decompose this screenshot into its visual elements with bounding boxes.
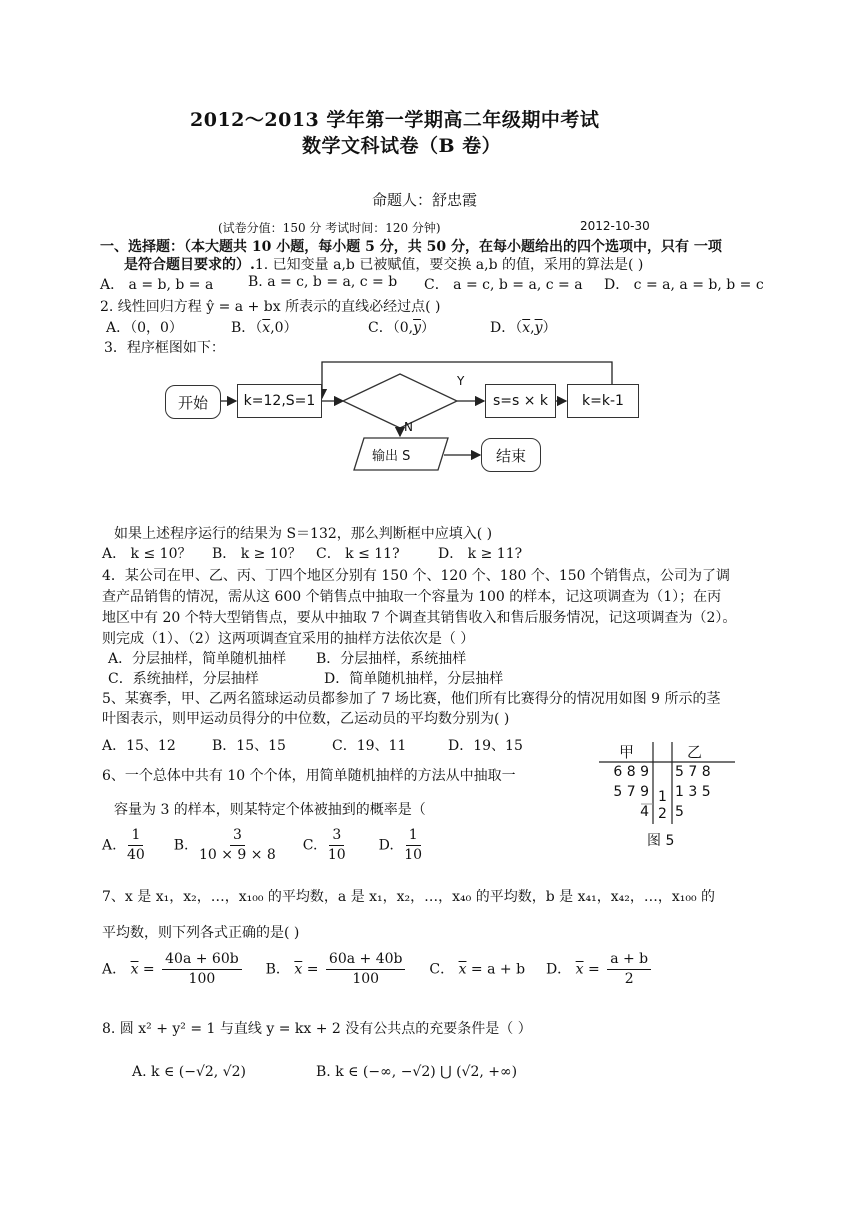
q3-option-d: D． k ≥ 11? xyxy=(438,546,523,562)
q6-options xyxy=(102,826,428,865)
q6-a-num: 1 xyxy=(128,826,143,846)
q2-stem: 2. 线性回归方程 ŷ = a + bx 所表示的直线必经过点( ) xyxy=(100,299,441,315)
exam-info: (试卷分值：150 分 考试时间：120 分钟) xyxy=(218,221,441,235)
q7-a-xbar: $\overline{x}$ xyxy=(130,961,139,978)
q7-d-fraction xyxy=(607,950,651,989)
q7-a-fraction xyxy=(162,950,242,989)
stem-leaf-row-right: 5 xyxy=(675,804,684,820)
q3-stem: 3．程序框图如下： xyxy=(104,340,225,356)
q4-line3: 地区中有 20 个特大型销售点，要从中抽取 7 个调查其销售收入和售后服务情况，记这项调查为（2）。 xyxy=(102,610,737,626)
stem-leaf-row-left: 6 8 9 xyxy=(613,764,649,780)
stem-leaf-row-left: 5 7 9 xyxy=(613,784,649,800)
q6-b-den: 10 × 9 × 8 xyxy=(198,847,276,863)
q1-option-b: B. a = c, b = a, c = b xyxy=(248,274,398,290)
q4-line4: 则完成（1）、（2）这两项调查宜采用的抽样方法依次是（ ） xyxy=(102,631,475,647)
q2-d-mid: , xyxy=(530,320,535,336)
stem-leaf-figure xyxy=(595,738,745,850)
q7-b-xbar: $\overline{x}$ xyxy=(294,961,303,978)
q7-d-label: D． xyxy=(545,961,572,978)
q7-c-xbar: $\overline{x}$ xyxy=(458,961,467,978)
q4-option-a: A．分层抽样，简单随机抽样 xyxy=(108,651,287,667)
q6-d-fraction xyxy=(401,826,425,865)
q8-option-a: A. k ∈ (−√2, √2) xyxy=(132,1064,246,1080)
q7-options: A． $\overline{x}$ = $\frac{40a + 60b}{100}$ B． $\overline{x}$ = $\frac{60a + 40b}{100}$ C． $\overline{x} = a + b$ D． $\overline{x}$ = $\frac{a + b}{2}$ xyxy=(102,950,654,989)
q2-c-var: $\overline{y}$ xyxy=(413,320,421,336)
q6-c-fraction xyxy=(325,826,349,865)
flow-init: k=12,S=1 xyxy=(237,384,322,418)
flow-mult: s=s × k xyxy=(485,384,556,418)
q2-d-var2: $\overline{y}$ xyxy=(534,320,543,336)
q3-option-b: B． k ≥ 10？ xyxy=(212,546,302,562)
q2-b-pre: B．（ xyxy=(231,320,263,336)
q7-b-den: 100 xyxy=(352,971,380,987)
q6-line2: 容量为 3 的样本，则某特定个体被抽到的概率是（ xyxy=(114,802,426,818)
q5-line1: 5、某赛季，甲、乙两名篮球运动员都参加了 7 场比赛，他们所有比赛得分的情况用如图 9 所示的茎 xyxy=(102,691,721,707)
q4-line2: 查产品销售的情况，需从这 600 个销售点中抽取一个容量为 100 的样本，记这项调查为（1）；在丙 xyxy=(102,589,722,605)
flow-output: 输出 S xyxy=(372,449,411,464)
q1-option-c: C． a = c, b = a, c = a xyxy=(424,277,583,293)
q6-c-num: 3 xyxy=(329,826,344,846)
flowchart-connectors xyxy=(0,0,860,520)
stem-leaf-right-head: 乙 xyxy=(687,743,703,761)
decision-diamond xyxy=(343,374,457,428)
stem-leaf-left-head: 甲 xyxy=(619,743,635,761)
q2-b-var: $\overline{x}$ xyxy=(262,320,271,336)
flow-end: 结束 xyxy=(481,438,541,472)
q2-d-var1: $\overline{x}$ xyxy=(522,320,531,336)
section-heading-line2: 是符合题目要求的）. xyxy=(124,257,255,273)
q4-option-b: B．分层抽样，系统抽样 xyxy=(316,651,467,667)
q4-option-c: C．系统抽样，分层抽样 xyxy=(108,671,259,687)
q6-a-label: A. xyxy=(102,837,117,854)
q8-stem: 8. 圆 x² + y² = 1 与直线 y = kx + 2 没有公共点的充要条件是（ ） xyxy=(102,1021,532,1037)
stem-leaf-row-stem: 1 xyxy=(658,789,667,805)
stem-leaf-row-right: 5 7 8 xyxy=(675,764,711,780)
flow-start: 开始 xyxy=(165,385,221,419)
q7-b-label: B． xyxy=(265,961,290,978)
q6-a-den: 40 xyxy=(127,847,145,863)
q7-d-num: a + b xyxy=(607,950,651,970)
stem-leaf-row-left: 4 xyxy=(640,804,649,820)
q7-a-den: 100 xyxy=(188,971,216,987)
q5-option-a: A．15、12 xyxy=(102,738,176,754)
q6-d-label: D. xyxy=(378,837,394,854)
q6-d-num: 1 xyxy=(406,826,421,846)
q7-b-num: 60a + 40b xyxy=(326,950,406,970)
flow-dec: k=k-1 xyxy=(567,384,639,418)
exam-title: 2012～2013 学年第一学期高二年级期中考试 xyxy=(190,109,600,131)
q2-b-post: ,0） xyxy=(270,320,298,336)
q1-stem: 1. 已知变量 a,b 已被赋值，要交换 a,b 的值，采用的算法是( ) xyxy=(254,257,644,273)
q8-option-b: B. k ∈ (−∞, −√2) ⋃ (√2, +∞) xyxy=(316,1064,518,1080)
q2-d-pre: D．（ xyxy=(490,320,523,336)
q7-b-fraction xyxy=(326,950,406,989)
author: 命题人：舒忠霞 xyxy=(372,191,478,209)
q5-line2: 叶图表示，则甲运动员得分的中位数，乙运动员的平均数分别为( ) xyxy=(102,711,510,727)
q3-option-c: C． k ≤ 11? xyxy=(316,546,400,562)
q6-c-den: 10 xyxy=(327,847,346,863)
q4-line1: 4．某公司在甲、乙、丙、丁四个地区分别有 150 个、120 个、180 个、150 个销售点，公司为了调 xyxy=(102,568,731,584)
q6-b-num: 3 xyxy=(230,826,245,846)
q2-option-a: A．（0，0） xyxy=(106,320,183,336)
q7-d-den: 2 xyxy=(624,971,634,987)
q7-a-label: A． xyxy=(102,961,127,978)
flow-yes-label: Y xyxy=(457,374,465,388)
q7-c-expr: = a + b xyxy=(470,961,526,978)
q2-c-post: ） xyxy=(421,320,435,336)
q3-option-a: A． k ≤ 10？ xyxy=(102,546,192,562)
q1-option-d: D． c = a, a = b, b = c xyxy=(604,277,764,293)
q7-line1: 7、x 是 x₁，x₂，…，x₁₀₀ 的平均数，a 是 x₁，x₂，…，x₄₀ 的平均数，b 是 x₄₁，x₄₂，…，x₁₀₀ 的 xyxy=(102,889,716,905)
q6-a-fraction xyxy=(124,826,148,865)
section-heading-line1: 一、选择题：（本大题共 10 小题，每小题 5 分，共 50 分，在每小题给出的四个选项中，只有 一项 xyxy=(100,239,722,255)
q6-d-den: 10 xyxy=(404,847,423,863)
stem-leaf-caption: 图 5 xyxy=(647,833,675,849)
q5-option-d: D．19、15 xyxy=(448,738,523,754)
q5-option-c: C．19、11 xyxy=(332,738,407,754)
q7-d-xbar: $\overline{x}$ xyxy=(575,961,584,978)
flow-no-label: N xyxy=(404,420,413,434)
q2-c-pre: C．（0, xyxy=(368,320,414,336)
q6-b-label: B. xyxy=(173,837,189,854)
q6-line1: 6、一个总体中共有 10 个个体，用简单随机抽样的方法从中抽取一 xyxy=(102,768,516,784)
exam-date: 2012-10-30 xyxy=(580,219,650,233)
stem-leaf-row-right: 1 3 5 xyxy=(675,784,711,800)
q7-a-num: 40a + 60b xyxy=(162,950,242,970)
q3-line: 如果上述程序运行的结果为 S＝132，那么判断框中应填入( ) xyxy=(114,526,493,542)
q1-option-a: A． a = b, b = a xyxy=(100,277,214,293)
q6-c-label: C. xyxy=(302,837,318,854)
q2-d-post: ） xyxy=(542,320,557,336)
stem-leaf-row-stem: 2 xyxy=(658,806,667,822)
exam-subtitle: 数学文科试卷（B 卷） xyxy=(302,135,502,157)
q6-b-fraction xyxy=(196,826,279,865)
q5-option-b: B．15、15 xyxy=(212,738,286,754)
q4-option-d: D．简单随机抽样，分层抽样 xyxy=(324,671,504,687)
q7-line2: 平均数，则下列各式正确的是( ) xyxy=(102,925,300,941)
q7-c-label: C． xyxy=(429,961,455,978)
